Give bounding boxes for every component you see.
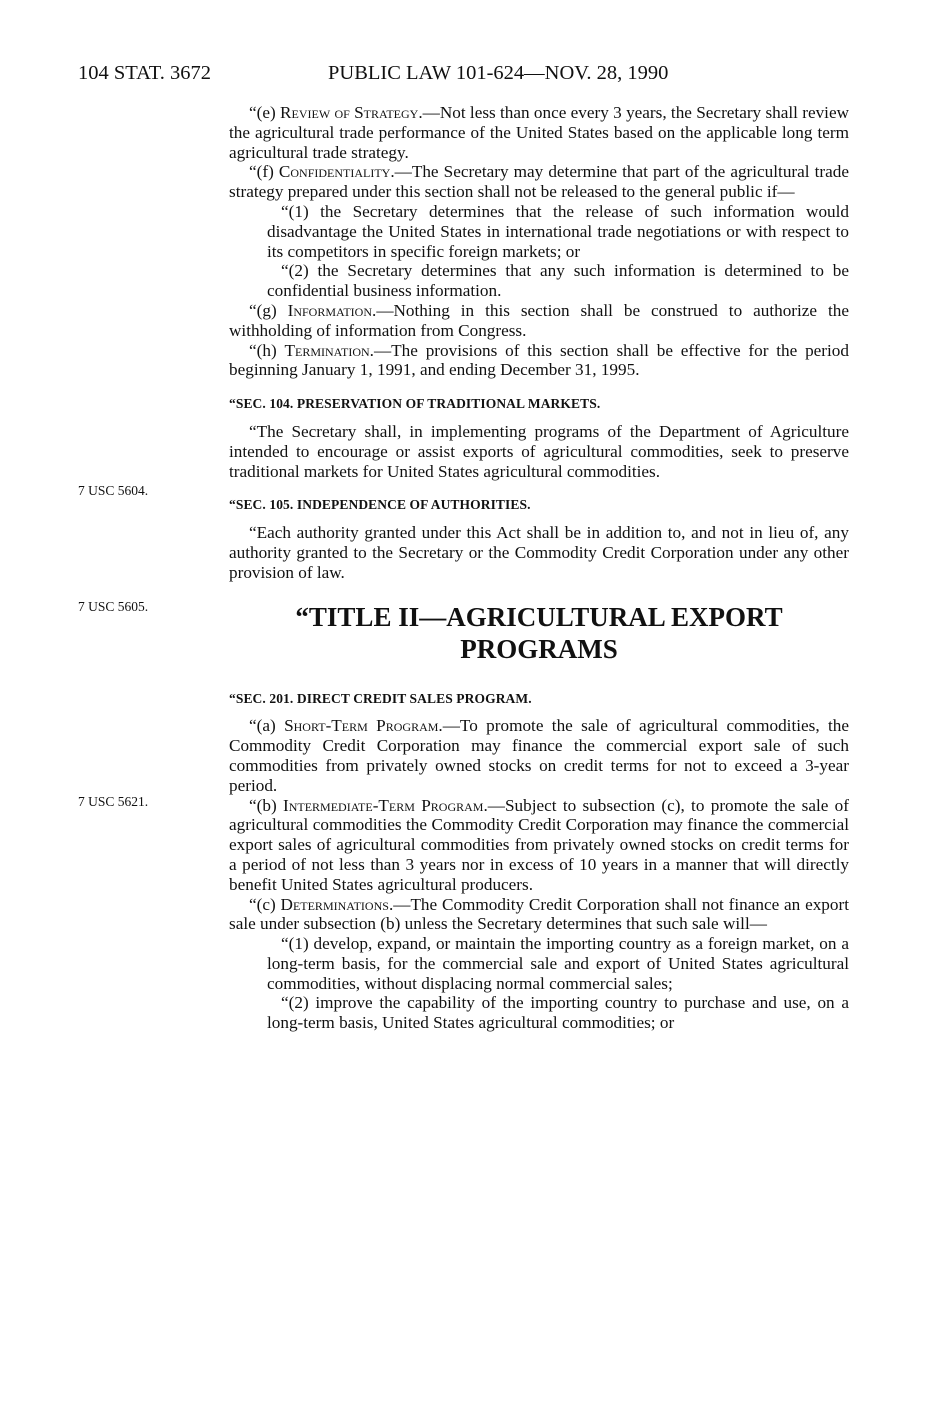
subsection-201a-text: —To promote the sale of agricultural commodities, the Commodity Credit Corporation may finance the commercial export sale of such commodities from privately owned stocks on credit terms for not to exceed a 3-year period. <box>229 716 849 795</box>
subsection-g-heading: Information. <box>287 300 377 320</box>
margin-note-sec104: 7 USC 5604. <box>78 483 149 498</box>
subsection-201a-lead: “(a) <box>249 716 285 736</box>
paragraph-f1: “(1) the Secretary determines that the release of such information would disadvantage the United States in international trade negotiations or with respect to its competitors in specific foreign markets; or <box>267 201 849 261</box>
subsection-g <box>229 301 849 341</box>
page-header <box>78 58 838 88</box>
stat-page-number: 104 STAT. 3672 <box>78 62 211 84</box>
body-text <box>229 103 849 1033</box>
subsection-e-heading: Review of Strategy. <box>280 103 423 122</box>
subsection-201a-heading: Short-Term Program. <box>284 716 443 736</box>
subsection-f-text: —The Secretary may determine that part of the agricultural trade strategy prepared under this section shall not be released to the general public if— <box>229 162 849 202</box>
margin-note-sec105: 7 USC 5605. <box>78 599 149 614</box>
subsection-h <box>229 341 849 381</box>
title-ii-line2: PROGRAMS <box>460 633 618 664</box>
section-105-text: “Each authority granted under this Act shall be in addition to, and not in lieu of, any authority granted to the Secretary or the Commodity Credit Corporation under any other provision of law. <box>229 523 849 582</box>
subsection-h-heading: Termination. <box>284 340 374 360</box>
section-105-heading: “SEC. 105. INDEPENDENCE OF AUTHORITIES. <box>229 497 531 513</box>
section-104-text: “The Secretary shall, in implementing programs of the Department of Agriculture intended to encourage or assist exports of agricultural commodities, seek to preserve traditional markets for United States agricultural commodities. <box>229 421 849 481</box>
subsection-201c-heading: Determinations. <box>280 894 394 914</box>
subsection-f <box>229 162 849 202</box>
subsection-201c <box>229 895 849 935</box>
subsection-201b <box>229 796 849 895</box>
title-ii-line1: “TITLE II—AGRICULTURAL EXPORT <box>295 601 783 632</box>
section-201-heading: “SEC. 201. DIRECT CREDIT SALES PROGRAM. <box>229 690 532 706</box>
subsection-201a <box>229 716 849 795</box>
public-law-citation: PUBLIC LAW 101-624—NOV. 28, 1990 <box>328 62 669 84</box>
subsection-e <box>229 103 849 162</box>
subsection-h-text: —The provisions of this section shall be effective for the period beginning January 1, 1991, and ending December 31, 1995. <box>229 340 849 380</box>
subsection-201b-lead: “(b) <box>249 795 283 815</box>
paragraph-201c1: “(1) develop, expand, or maintain the importing country as a foreign market, on a long-term basis, for the commercial sale and export of United States agricultural commodities, without displacing normal commercial sales; <box>267 934 849 993</box>
subsection-201c-text: —The Commodity Credit Corporation shall not finance an export sale under subsection (b) unless the Secretary determines that such sale will— <box>229 894 849 934</box>
subsection-201b-heading: Intermediate-Term Program. <box>282 795 488 815</box>
subsection-201c-lead: “(c) <box>249 894 281 914</box>
section-104-heading: “SEC. 104. PRESERVATION OF TRADITIONAL MARKETS. <box>229 396 601 412</box>
subsection-e-lead: “(e) <box>249 103 281 122</box>
subsection-g-text: —Nothing in this section shall be construed to authorize the withholding of information from Congress. <box>229 300 849 340</box>
subsection-g-lead: “(g) <box>249 300 288 320</box>
subsection-f-heading: Confidentiality. <box>278 162 395 182</box>
subsection-f-lead: “(f) <box>249 162 279 182</box>
paragraph-f2: “(2) the Secretary determines that any such information is determined to be confidential business information. <box>267 261 849 301</box>
subsection-e-text: —Not less than once every 3 years, the Secretary shall review the agricultural trade performance of the United States based on the applicable long term agricultural trade strategy. <box>229 103 849 162</box>
margin-note-sec201: 7 USC 5621. <box>78 794 149 809</box>
subsection-h-lead: “(h) <box>249 340 285 360</box>
paragraph-201c2: “(2) improve the capability of the importing country to purchase and use, on a long-term basis, United States agricultural commodities; or <box>267 993 849 1033</box>
subsection-201b-text: —Subject to subsection (c), to promote the sale of agricultural commodities the Commodity Credit Corporation may finance the commercial export sales of agricultural commodities from privately owned stocks on credit terms for a period of not less than 3 years nor in excess of 10 years in a manner that will directly benefit United States agricultural producers. <box>229 795 849 894</box>
title-ii-heading <box>229 601 849 665</box>
